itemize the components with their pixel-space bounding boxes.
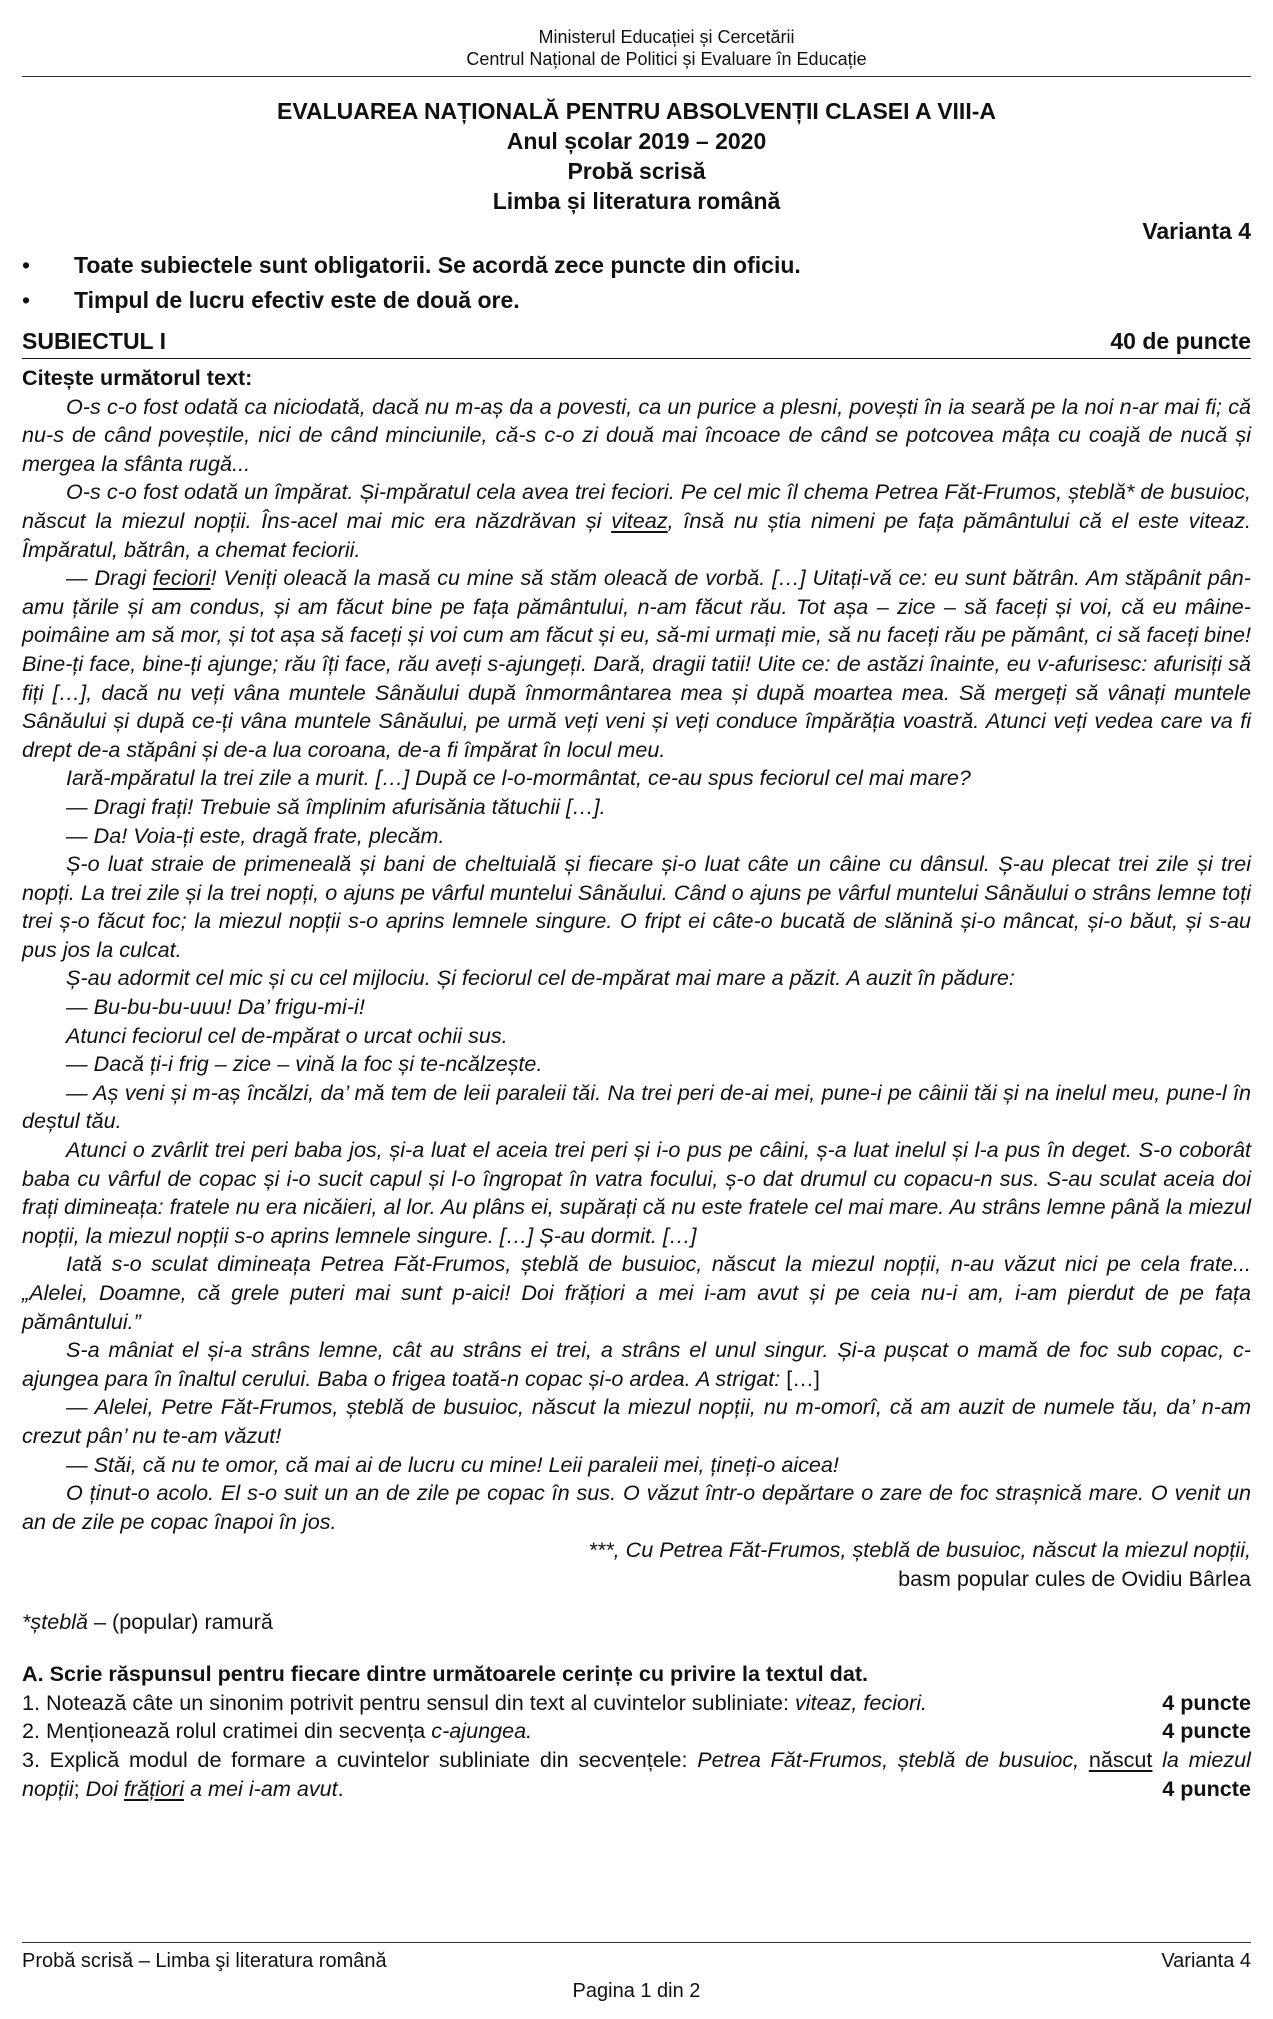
header-divider — [22, 76, 1251, 77]
institution-line1: Ministerul Educației și Cercetării — [538, 27, 795, 47]
paragraph: Ș-o luat straie de primeneală și bani de cheltuială și fiecare și-o luat câte un câine cu dânsul. Ș-au plecat trei zile și trei nopți. La trei zile și la trei nopți, o ajuns pe vârful muntelui Sânăului. Când o ajuns pe vârful muntelui Sânăului o strâns lemne toți trei ș-o făcut foc; la miezul nopții s-o aprins lemnele singure. O fript ei câte-o bucată de slănină și-o mâncat, și-o băut, și s-au pus jos la culcat. — [22, 851, 1251, 962]
paragraph: — Aș veni și m-aș încălzi, da’ mă tem de leii paraleii tăi. Na trei peri de-ai mei, pune-i pe câinii tăi și na inelul meu, pune-l în deștul tău. — [22, 1079, 1251, 1134]
page-number: Pagina 1 din 2 — [572, 1980, 701, 2002]
requirement-italic: Doi — [85, 1775, 125, 1801]
requirement-item — [22, 1746, 1251, 1803]
paragraph — [22, 564, 1251, 764]
text-span: S-a mâniat el și-a strâns lemne, cât au strâns ei trei, a strâns el unul singur. Și-a pușcat o mamă de foc sub copac, c-ajungea para în înaltul cerului. Baba o frigea toată-n copac și-o ardea. A strigat: — [22, 1337, 1251, 1391]
requirement-italic: Petrea Făt-Frumos, șteblă de busuioc, — [697, 1746, 1089, 1772]
requirement-text: 1. Notează câte un sinonim potrivit pentru sensul din text al cuvintelor subliniate: — [22, 1689, 795, 1715]
title-line1: EVALUAREA NAȚIONALĂ PENTRU ABSOLVENȚII CLASEI A VIII-A — [277, 98, 996, 124]
instruction-item: • Toate subiectele sunt obligatorii. Se acordă zece puncte din oficiu. — [22, 248, 1251, 283]
text-span: ! Veniți oleacă la masă cu mine să stăm oleacă de vorbă. […] Uitați-vă ce: eu sunt bătrân. Am stăpânit pân-amu țările și am condus, și am făcut bine pe fața pământului, n-am făcut rău. Tot așa – zice – să faceți și voi, că eu mâine-poimâine am să mor, și tot așa să faceți și voi cum am făcut și eu, să-mi urmați mie, să nu faceți rău pe pământ, ci să faceți bine! Bine-ți face, bine-ți ajunge; rău îți face, rău aveți s-ajungeți. Dară, dragii tatii! Uite ce: de astăzi înainte, eu v-afurisesc: afurisiți să fiți […], dacă nu veți vâna muntele Sânăului după înmormântarea mea și după moartea mea. Să mergeți să vânați muntele Sânăului și după ce-ți vâna muntele Sânăului, pe urmă veți veni și veți conduce împărăția voastră. Atunci veți vedea care va fi drept de-a stăpâni și de-a lua coroana, de-a fi împărat în locul meu. — [22, 565, 1251, 762]
text-span: — Dragi — [66, 565, 153, 591]
requirement-points: 4 puncte — [1162, 1689, 1251, 1715]
paragraph: — Dacă ți-i frig – zice – vină la foc și te-ncălzește. — [66, 1051, 543, 1077]
text-span: , însă nu știa nimeni pe fața pământului că el este viteaz. Împăratul, bătrân, a chemat feciorii. — [22, 507, 1252, 562]
text-span: șteblă* de busuioc, născut la miezul nopții. Îns-acel mai mic era năzdrăvan — [22, 479, 1251, 533]
instructions-list — [22, 248, 1251, 318]
title-line4: Limba și literatura română — [492, 188, 781, 214]
exam-titles — [22, 96, 1251, 216]
instruction-item: • Timpul de lucru efectiv este de două ore. — [22, 283, 1251, 318]
footnote — [22, 1608, 1251, 1637]
paragraph: — Bu-bu-bu-uuu! Da’ frigu-mi-i! — [66, 994, 365, 1020]
source-line1: ***, Cu Petrea Făt-Frumos, șteblă de busuioc, născut la miezul nopții, — [588, 1537, 1251, 1563]
title-line2: Anul școlar 2019 – 2020 — [506, 128, 767, 154]
requirement-text: 2. Menționează rolul cratimei din secvența — [22, 1718, 432, 1744]
requirement-italic: viteaz, feciori. — [795, 1689, 928, 1715]
requirement-item — [22, 1717, 1251, 1746]
section-a-heading: A. Scrie răspunsul pentru fiecare dintre următoarele cerințe cu privire la textul dat. — [22, 1661, 869, 1687]
source-line2: basm popular cules de Ovidiu Bârlea — [898, 1565, 1251, 1591]
title-line3: Probă scrisă — [567, 158, 706, 184]
footnote-definition: – (popular) ramură — [88, 1608, 273, 1634]
text-span: O-s c-o fost odată un împărat. Și-mpăratul cela avea trei feciori. Pe cel mic îl chema Petrea Făt-Frumos, — [66, 479, 1069, 505]
footnote-term: *șteblă — [22, 1608, 89, 1634]
subject-points: 40 de puncte — [1110, 328, 1251, 354]
read-label: Citește următorul text: — [22, 365, 253, 390]
requirement-points: 4 puncte — [1162, 1718, 1251, 1744]
underlined-word: frățiori — [124, 1775, 185, 1801]
requirement-italic: la miezul nopții — [22, 1746, 1251, 1801]
text-span: și — [576, 507, 612, 533]
paragraph — [22, 1336, 1251, 1393]
paragraph: — Alelei, Petre Făt-Frumos, șteblă de busuioc, născut la miezul nopții, nu m-omorî, că am auzit de numele tău, da’ n-am crezut pân’ nu te-am văzut! — [22, 1394, 1251, 1448]
paragraph: Iară-mpăratul la trei zile a murit. […] După ce l-o-mormântat, ce-au spus feciorul cel mai mare? — [66, 765, 971, 791]
paragraph: O ținut-o acolo. El s-o suit un an de zile pe copac în sus. O văzut într-o depărtare o zare de foc strașnică mare. O venit un an de zile pe copac înapoi în jos. — [22, 1480, 1251, 1534]
paragraph: Iată s-o sculat dimineața Petrea Făt-Frumos, șteblă de busuioc, născut la miezul nopții, n-au văzut nici pe cela frate... „Alelei, Doamne, că grele puteri mai sunt p-aici! Doi frățiori a mei i-am avut și pe ceia nu-i am, i-am pierdut de pe fața pământului.” — [22, 1251, 1251, 1334]
requirement-text: . — [337, 1775, 344, 1801]
paragraph: Ș-au adormit cel mic și cu cel mijlociu. Și feciorul cel de-mpărat mai mare a păzit. A auzit în pădure: — [66, 965, 1015, 991]
footer-variant: Varianta 4 — [1161, 1950, 1251, 1972]
paragraph: Atunci o zvârlit trei peri baba jos, și-a luat el aceia trei peri și i-o pus pe câini, ș-a luat inelul și l-a pus în deget. S-o coborât baba cu vârful de copac și i-o sucit capul și l-o îngropat în vatra focului, ș-o dat drumul cu copacu-n sus. S-au sculat aceia doi frați dimineața: fratele nu era nicăieri, al lor. Au plâns ei, supărați că nu este fratele cel mai mare. Au strâns lemne până la miezul nopții, la miezul nopții s-o aprins lemnele singure. […] Ș-au dormit. […] — [22, 1137, 1251, 1248]
subject-label: SUBIECTUL I — [22, 328, 166, 354]
requirement-italic: a mei i-am avut — [184, 1775, 338, 1801]
subject-header — [22, 326, 1251, 359]
variant-label: Varianta 4 — [1142, 218, 1251, 244]
underlined-word: feciori — [152, 565, 211, 591]
requirement-item — [22, 1689, 1251, 1718]
requirement-text: 3. Explică modul de formare a cuvintelor subliniate din secvențele: — [22, 1746, 698, 1772]
paragraph: — Dragi frați! Trebuie să împlinim afurisănia tătuchii […]. — [66, 793, 606, 819]
paragraph: — Stăi, că nu te omor, că mai ai de lucru cu mine! Leii paraleii mei, țineți-o aicea! — [66, 1451, 839, 1477]
underlined-word: născut — [1088, 1746, 1153, 1772]
footer-left: Probă scrisă – Limba şi literatura română — [22, 1950, 387, 1972]
footer-divider — [22, 1942, 1251, 1943]
underlined-word: viteaz — [611, 507, 668, 533]
exam-page — [22, 0, 1251, 2019]
institution-header — [82, 0, 1251, 70]
paragraph: O-s c-o fost odată ca niciodată, dacă nu m-aș da a povesti, ca un purice a plesni, povești în ia seară pe la noi n-ar mai fi; că nu-s de când poveștile, nici de când minciunile, că-s c-o zi două mai încoace de când se potcovea mâța cu coajă de nucă și mergea la sfânta rugă... — [22, 393, 1251, 476]
text-body — [22, 364, 1251, 1803]
paragraph — [22, 478, 1251, 564]
paragraph: Atunci feciorul cel de-mpărat o urcat ochii sus. — [66, 1022, 508, 1048]
institution-line2: Centrul Național de Politici și Evaluare în Educație — [466, 49, 867, 69]
text-span: […] — [786, 1365, 820, 1391]
paragraph: — Da! Voia-ți este, dragă frate, plecăm. — [66, 822, 445, 848]
requirement-italic: c-ajungea. — [431, 1718, 533, 1744]
requirement-points: 4 puncte — [1162, 1775, 1251, 1801]
requirement-text: ; — [73, 1775, 86, 1801]
